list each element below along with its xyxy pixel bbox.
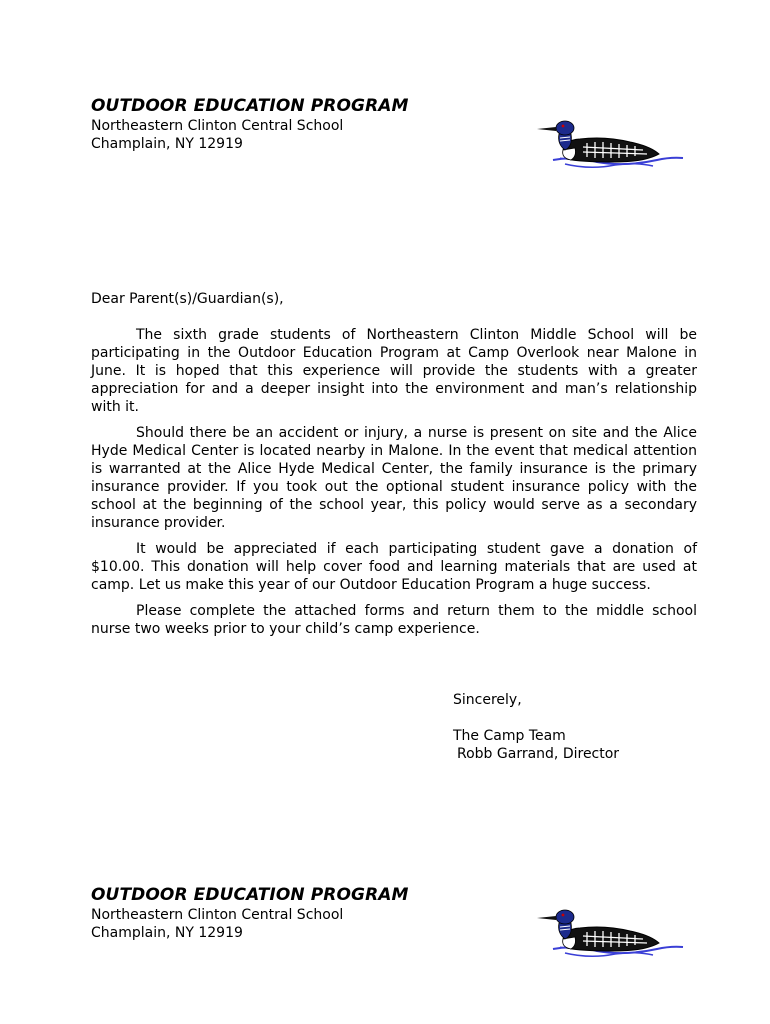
signature-director: Robb Garrand, Director bbox=[457, 746, 620, 762]
letter-body bbox=[91, 326, 697, 646]
signature-team: The Camp Team bbox=[453, 728, 566, 744]
school-name: Northeastern Clinton Central School bbox=[91, 118, 344, 134]
school-address: Champlain, NY 12919 bbox=[91, 925, 243, 941]
salutation: Dear Parent(s)/Guardian(s), bbox=[91, 291, 284, 307]
closing-block bbox=[453, 691, 619, 763]
program-title: OUTDOOR EDUCATION PROGRAM bbox=[91, 885, 409, 905]
school-address: Champlain, NY 12919 bbox=[91, 136, 243, 152]
paragraph: Should there be an accident or injury, a nurse is present on site and the Alice Hyde Medical Center is located nearby in Malone. In the event that medical attention is warranted at the Alice Hyde Medical Center, the family insurance is the primary insurance provider. If you took out the optional student insurance policy with the school at the beginning of the school year, this policy would serve as a secondary insurance provider. bbox=[91, 425, 697, 531]
closing: Sincerely, bbox=[453, 692, 522, 708]
paragraph: It would be appreciated if each participating student gave a donation of $10.00. This donation will help cover food and learning materials that are used at camp. Let us make this year of our Outdoor Education Program a huge success. bbox=[91, 541, 697, 593]
loon-icon bbox=[535, 901, 685, 963]
program-title: OUTDOOR EDUCATION PROGRAM bbox=[91, 96, 409, 116]
paragraph: The sixth grade students of Northeastern Clinton Middle School will be participating in the Outdoor Education Program at Camp Overlook near Malone in June. It is hoped that this experience will provide the students with a greater appreciation for and a deeper insight into the environment and man’s relationship with it. bbox=[91, 327, 697, 415]
loon-icon bbox=[535, 112, 685, 174]
paragraph: Please complete the attached forms and return them to the middle school nurse two weeks prior to your child’s camp experience. bbox=[91, 603, 697, 637]
school-name: Northeastern Clinton Central School bbox=[91, 907, 344, 923]
